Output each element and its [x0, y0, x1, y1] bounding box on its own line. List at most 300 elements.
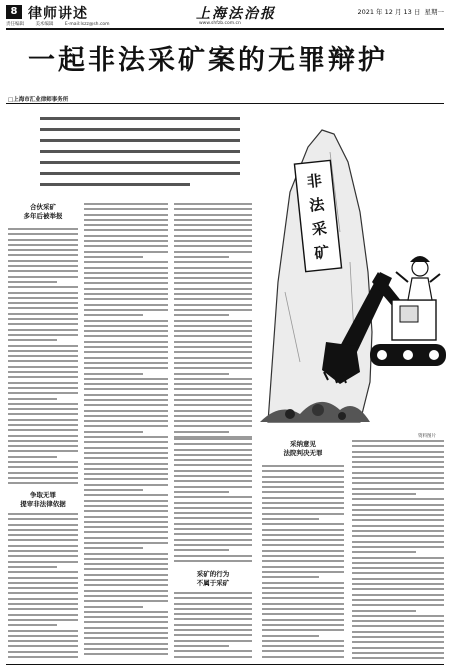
text-line — [262, 592, 344, 594]
text-line — [8, 297, 78, 299]
text-line — [174, 373, 229, 375]
text-line — [84, 309, 168, 311]
text-line — [84, 314, 143, 316]
text-line — [84, 611, 168, 613]
text-line — [84, 304, 168, 306]
text-line — [174, 309, 252, 311]
text-line — [174, 425, 252, 427]
text-line — [174, 235, 252, 237]
text-line — [174, 203, 252, 205]
text-line — [174, 634, 252, 636]
hard-hat — [410, 256, 430, 262]
text-line — [8, 249, 78, 251]
text-line — [8, 630, 78, 632]
text-line — [262, 640, 344, 642]
article-byline: □上海市汇业律师事务所 — [8, 97, 69, 103]
text-line — [352, 493, 416, 495]
text-line — [174, 420, 252, 422]
text-line — [352, 631, 444, 633]
text-line — [352, 599, 444, 601]
text-line — [84, 272, 168, 274]
text-line — [8, 419, 78, 421]
text-line — [174, 560, 252, 562]
text-line — [352, 466, 444, 468]
text-line — [174, 650, 252, 652]
text-line — [84, 394, 168, 396]
body-column-1 — [8, 228, 78, 488]
text-line — [84, 526, 168, 528]
text-line — [8, 435, 78, 437]
text-line — [352, 451, 444, 453]
text-line — [84, 251, 168, 253]
text-line — [174, 549, 229, 551]
text-line — [174, 388, 252, 390]
text-line — [84, 473, 168, 475]
text-line — [174, 298, 252, 300]
text-line — [8, 513, 78, 515]
text-line — [262, 582, 344, 584]
byline-rule — [6, 103, 444, 104]
text-line — [8, 608, 78, 610]
text-line — [84, 542, 168, 544]
text-line — [352, 456, 444, 458]
section-title: 律师讲述 — [28, 6, 88, 22]
text-line — [8, 656, 78, 658]
text-line — [84, 632, 168, 634]
text-line — [84, 267, 168, 269]
issue-date: 2021 年 12 月 13 日 星期一 — [357, 8, 444, 16]
text-line — [174, 555, 252, 557]
text-line — [174, 208, 252, 210]
text-line — [84, 214, 168, 216]
text-line — [8, 244, 78, 246]
text-line — [8, 524, 78, 526]
email: E-mail:lszz@sh.com — [64, 22, 110, 27]
text-line — [8, 376, 78, 378]
text-line — [174, 335, 252, 337]
text-line — [352, 477, 444, 479]
text-line — [262, 544, 344, 546]
text-line — [8, 228, 78, 230]
text-line — [174, 224, 252, 226]
text-line — [174, 475, 252, 477]
text-line — [174, 597, 252, 599]
text-line — [174, 459, 252, 461]
text-line — [84, 367, 168, 369]
text-line — [84, 219, 168, 221]
text-line — [174, 410, 252, 412]
text-line — [262, 465, 344, 467]
image-credit: 资料图片 — [418, 434, 436, 439]
text-line — [84, 293, 168, 295]
text-line — [352, 572, 444, 574]
text-line — [174, 346, 252, 348]
text-line — [84, 563, 168, 565]
text-line — [174, 613, 252, 615]
text-line — [8, 582, 78, 584]
text-line — [174, 341, 252, 343]
excavator-illustration — [260, 122, 446, 427]
text-line — [262, 513, 344, 515]
text-line — [174, 443, 252, 445]
body-column-3 — [174, 203, 252, 441]
text-line — [174, 486, 252, 488]
text-line — [8, 619, 78, 621]
body-column-5 — [352, 440, 444, 662]
text-line — [262, 486, 344, 488]
masthead-rule — [6, 28, 444, 30]
text-line — [174, 470, 252, 472]
text-line — [8, 334, 78, 336]
text-line — [352, 657, 444, 659]
text-line — [84, 256, 143, 258]
text-line — [352, 535, 444, 537]
text-line — [84, 388, 168, 390]
text-line — [84, 240, 168, 242]
text-line — [262, 635, 319, 637]
text-line — [8, 603, 78, 605]
text-line — [174, 645, 229, 647]
text-line — [84, 245, 168, 247]
text-line — [352, 472, 444, 474]
text-line — [8, 260, 78, 262]
text-line — [352, 652, 444, 654]
text-line — [352, 519, 444, 521]
text-line — [352, 445, 444, 447]
subhead-2: 争取无罪 提审非法律依据 — [20, 491, 66, 508]
text-line — [174, 272, 252, 274]
text-line — [352, 625, 444, 627]
text-line — [174, 656, 252, 658]
text-line — [84, 558, 168, 560]
text-line — [84, 447, 168, 449]
text-line — [174, 314, 229, 316]
text-line — [84, 362, 168, 364]
body-column-2 — [84, 203, 168, 659]
text-line — [262, 645, 344, 647]
text-line — [8, 614, 78, 616]
text-line — [8, 276, 78, 278]
text-line — [84, 505, 168, 507]
text-line — [84, 452, 168, 454]
text-line — [352, 525, 444, 527]
text-line — [84, 521, 168, 523]
newspaper-name: 上海法治报 — [196, 6, 276, 22]
text-line — [84, 203, 168, 205]
text-line — [8, 413, 78, 415]
text-line — [84, 298, 168, 300]
text-line — [8, 398, 57, 400]
text-line — [8, 651, 78, 653]
text-line — [262, 629, 344, 631]
text-line — [174, 533, 252, 535]
text-line — [8, 555, 78, 557]
text-line — [84, 346, 168, 348]
subhead-1: 合伙采矿 多年后被举报 — [23, 203, 63, 220]
text-line — [8, 265, 78, 267]
text-line — [8, 539, 78, 541]
text-line — [84, 235, 168, 237]
text-line — [352, 594, 444, 596]
text-line — [174, 480, 252, 482]
text-line — [84, 568, 168, 570]
text-line — [352, 514, 444, 516]
text-line — [8, 286, 78, 288]
text-line — [84, 643, 168, 645]
text-line — [352, 620, 444, 622]
text-line — [174, 517, 252, 519]
text-line — [262, 587, 344, 589]
text-line — [174, 251, 252, 253]
text-line — [262, 502, 344, 504]
text-line — [8, 307, 78, 309]
body-column-3-mid — [174, 438, 252, 565]
text-line — [174, 399, 252, 401]
text-line — [84, 399, 168, 401]
text-line — [174, 539, 252, 541]
text-line — [174, 383, 252, 385]
text-line — [352, 509, 444, 511]
text-line — [84, 208, 168, 210]
text-line — [8, 466, 78, 468]
worker-head — [412, 260, 428, 276]
text-line — [262, 571, 344, 573]
text-line — [8, 450, 78, 452]
text-line — [174, 351, 252, 353]
text-line — [84, 325, 168, 327]
text-line — [262, 497, 344, 499]
text-line — [262, 529, 344, 531]
text-line — [174, 245, 252, 247]
text-line — [174, 496, 252, 498]
text-line — [8, 640, 78, 642]
text-line — [84, 494, 168, 496]
text-line — [174, 293, 252, 295]
text-line — [8, 313, 78, 315]
text-line — [174, 404, 252, 406]
text-line — [262, 597, 344, 599]
text-line — [8, 360, 78, 362]
text-line — [174, 603, 252, 605]
text-line — [8, 329, 78, 331]
text-line — [84, 637, 168, 639]
text-line — [174, 438, 252, 440]
text-line — [262, 624, 344, 626]
text-line — [262, 481, 344, 483]
text-line — [174, 502, 252, 504]
text-line — [174, 304, 252, 306]
text-line — [84, 648, 168, 650]
text-line — [8, 577, 78, 579]
text-line — [8, 440, 78, 442]
text-line — [174, 507, 252, 509]
text-line — [8, 482, 78, 484]
text-line — [174, 491, 229, 493]
text-line — [8, 387, 78, 389]
text-line — [8, 529, 78, 531]
text-line — [84, 431, 143, 433]
text-line — [262, 534, 344, 536]
text-line — [8, 392, 78, 394]
text-line — [8, 292, 78, 294]
designer-label: 美术编辑 — [35, 22, 54, 27]
text-line — [174, 229, 252, 231]
text-line — [174, 431, 229, 433]
text-line — [174, 629, 252, 631]
text-line — [84, 500, 168, 502]
text-line — [84, 579, 168, 581]
text-line — [8, 624, 57, 626]
text-line — [174, 415, 252, 417]
text-line — [84, 320, 168, 322]
text-line — [8, 429, 78, 431]
text-line — [8, 318, 78, 320]
text-line — [174, 592, 252, 594]
text-line — [352, 530, 444, 532]
text-line — [262, 619, 344, 621]
text-line — [174, 394, 252, 396]
text-line — [8, 339, 57, 341]
text-line — [174, 523, 252, 525]
text-line — [262, 507, 344, 509]
text-line — [84, 463, 168, 465]
text-line — [8, 461, 78, 463]
text-line — [352, 641, 444, 643]
text-line — [262, 613, 344, 615]
svg-text:矿: 矿 — [313, 243, 331, 263]
text-line — [84, 616, 168, 618]
text-line — [84, 373, 143, 375]
text-line — [8, 371, 78, 373]
text-line — [84, 606, 143, 608]
text-line — [8, 587, 78, 589]
text-line — [352, 504, 444, 506]
text-line — [84, 425, 168, 427]
text-line — [352, 482, 444, 484]
text-line — [84, 357, 168, 359]
text-line — [8, 477, 78, 479]
text-line — [174, 256, 229, 258]
text-line — [8, 350, 78, 352]
bottom-rule — [6, 664, 444, 665]
text-line — [8, 254, 78, 256]
text-line — [352, 546, 444, 548]
text-line — [84, 627, 168, 629]
text-line — [84, 478, 168, 480]
text-line — [262, 470, 344, 472]
text-line — [8, 281, 57, 283]
text-line — [84, 341, 168, 343]
text-line — [84, 547, 143, 549]
text-line — [84, 224, 168, 226]
text-line — [174, 357, 252, 359]
text-line — [262, 603, 344, 605]
text-line — [84, 330, 168, 332]
text-line — [174, 320, 252, 322]
text-line — [84, 584, 168, 586]
text-line — [8, 571, 78, 573]
text-line — [174, 288, 252, 290]
text-line — [262, 555, 344, 557]
website-url: www.shfzb.com.cn — [199, 21, 241, 26]
text-line — [84, 595, 168, 597]
text-line — [174, 378, 252, 380]
text-line — [352, 440, 444, 442]
text-line — [8, 445, 78, 447]
text-line — [262, 656, 344, 658]
text-line — [262, 476, 344, 478]
body-column-3-cont — [174, 592, 252, 661]
text-line — [352, 551, 416, 553]
text-line — [84, 621, 168, 623]
text-line — [84, 531, 168, 533]
text-line — [352, 567, 444, 569]
text-line — [8, 635, 78, 637]
text-line — [84, 468, 168, 470]
text-line — [174, 277, 252, 279]
text-line — [8, 598, 78, 600]
text-line — [174, 330, 252, 332]
text-line — [84, 415, 168, 417]
text-line — [84, 378, 168, 380]
text-line — [84, 261, 168, 263]
svg-text:采: 采 — [310, 219, 328, 239]
text-line — [8, 233, 78, 235]
text-line — [84, 537, 168, 539]
text-line — [8, 382, 78, 384]
text-line — [8, 456, 57, 458]
text-line — [84, 229, 168, 231]
text-line — [174, 528, 252, 530]
text-line — [8, 408, 78, 410]
text-line — [174, 464, 252, 466]
text-line — [262, 518, 319, 520]
text-line — [352, 647, 444, 649]
text-line — [174, 214, 252, 216]
text-line — [352, 610, 416, 612]
text-line — [8, 424, 78, 426]
text-line — [262, 523, 344, 525]
text-line — [174, 624, 252, 626]
text-line — [174, 608, 252, 610]
text-line — [84, 653, 168, 655]
text-line — [84, 510, 168, 512]
text-line — [8, 645, 78, 647]
svg-text:法: 法 — [308, 195, 326, 215]
text-line — [8, 550, 78, 552]
text-line — [8, 561, 78, 563]
text-line — [174, 219, 252, 221]
subhead-3: 采矿的行为 不属于采矿 — [196, 570, 230, 587]
text-line — [8, 270, 78, 272]
text-line — [352, 578, 444, 580]
text-line — [262, 539, 344, 541]
article-headline: 一起非法采矿案的无罪辩护 — [28, 45, 388, 76]
text-line — [84, 574, 168, 576]
text-line — [84, 282, 168, 284]
text-line — [84, 420, 168, 422]
text-line — [84, 351, 168, 353]
text-line — [8, 472, 78, 474]
text-line — [8, 534, 78, 536]
text-line — [84, 288, 168, 290]
text-line — [84, 436, 168, 438]
text-line — [84, 484, 168, 486]
text-line — [84, 553, 168, 555]
text-line — [84, 277, 168, 279]
text-line — [8, 323, 78, 325]
text-line — [174, 325, 252, 327]
